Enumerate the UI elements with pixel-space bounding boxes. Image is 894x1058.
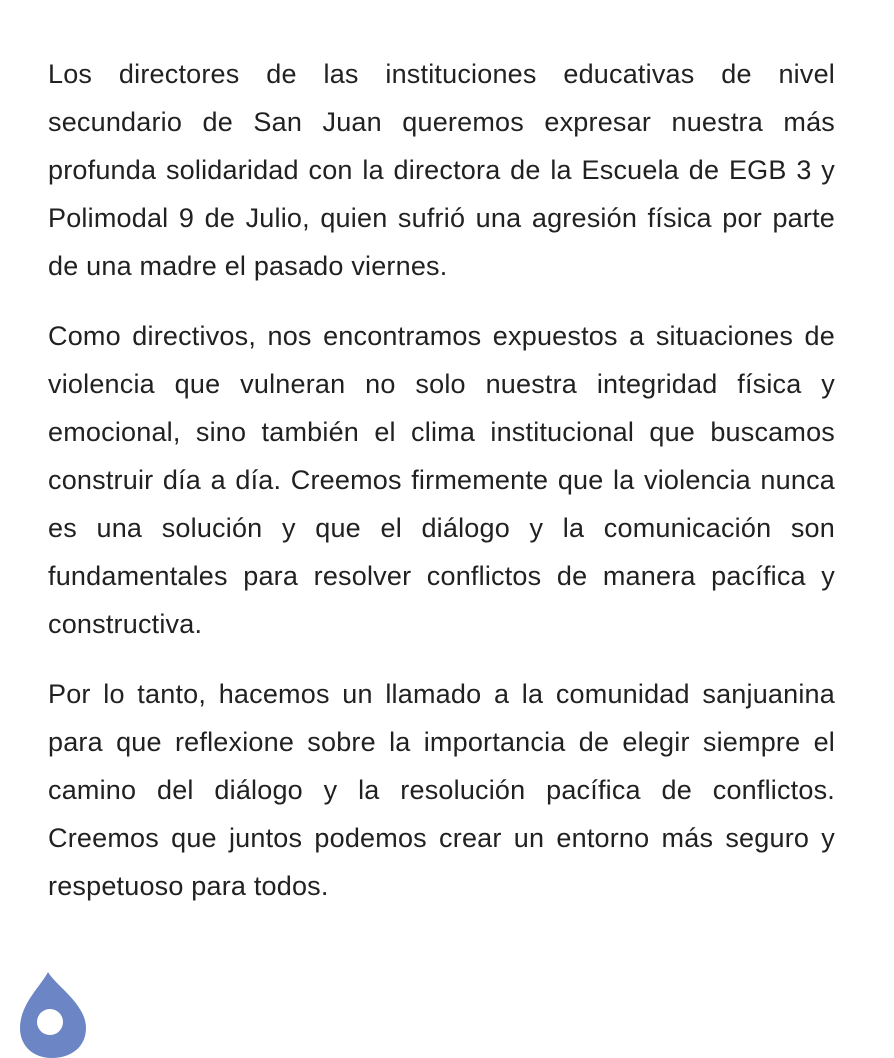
teardrop-pin-hole	[37, 1009, 63, 1035]
teardrop-pin-icon	[20, 970, 88, 1058]
paragraph-community-call: Por lo tanto, hacemos un llamado a la comunidad sanjuanina para que reflexione sobre la importancia de elegir siempre el camino del diálogo y la resolución pacífica de conflictos. Creemos que juntos podemos crear un entorno más seguro y respetuoso para todos.	[48, 679, 835, 901]
document-body	[48, 50, 835, 910]
paragraph-solidarity: Los directores de las instituciones educativas de nivel secundario de San Juan queremos expresar nuestra más profunda solidaridad con la directora de la Escuela de EGB 3 y Polimodal 9 de Julio, quien sufrió una agresión física por parte de una madre el pasado viernes.	[48, 59, 835, 281]
paragraph-violence-dialogue: Como directivos, nos encontramos expuestos a situaciones de violencia que vulneran no solo nuestra integridad física y emocional, sino también el clima institucional que buscamos construir día a día. Creemos firmemente que la violencia nunca es una solución y que el diálogo y la comunicación son fundamentales para resolver conflictos de manera pacífica y constructiva.	[48, 321, 835, 639]
